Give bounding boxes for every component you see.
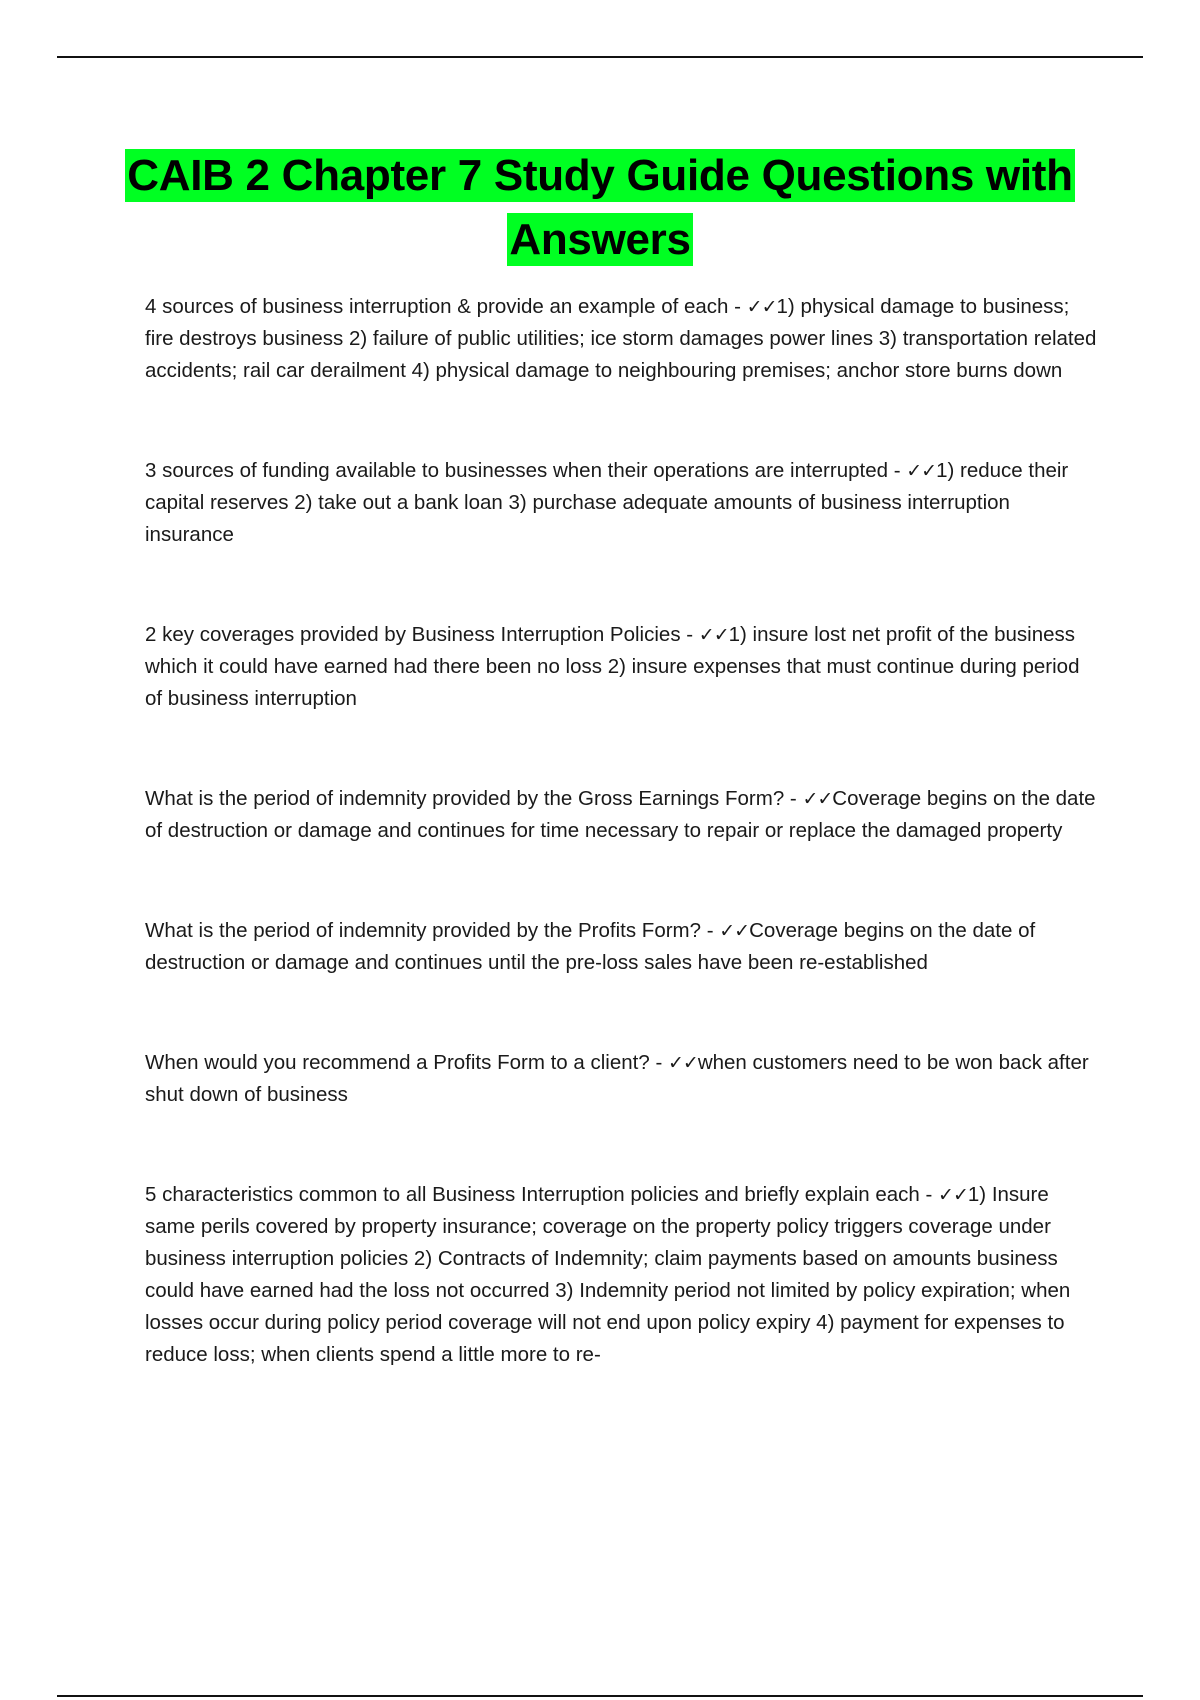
question-text: What is the period of indemnity provided by the Gross Earnings Form? [145,787,785,810]
qa-item [145,619,1097,715]
check-marks-icon: ✓✓ [938,1184,968,1206]
footer-rule [57,1695,1143,1697]
separator: - [888,459,907,482]
qa-item [145,291,1097,387]
question-text: What is the period of indemnity provided by the Profits Form? [145,919,702,942]
title-block [100,144,1100,272]
qa-item [145,455,1097,551]
separator: - [649,1051,668,1074]
question-text: 3 sources of funding available to businesses when their operations are interrupted [145,459,889,482]
question-text: When would you recommend a Profits Form to a client? [145,1051,650,1074]
qa-item [145,1179,1097,1371]
answer-text: Coverage begins on the date of destruction or damage and continues for time necessary to repair or replace the damaged property [145,787,1096,842]
page-title: CAIB 2 Chapter 7 Study Guide Questions with Answers [127,151,1073,264]
check-marks-icon: ✓✓ [667,1052,698,1074]
check-marks-icon: ✓✓ [906,460,937,482]
question-text: 2 key coverages provided by Business Interruption Policies [145,623,681,646]
qa-item [145,915,1097,979]
header-rule [57,56,1143,58]
qa-list [145,291,1097,1371]
answer-text: when customers need to be won back after shut down of business [145,1051,1089,1106]
check-marks-icon: ✓✓ [802,788,833,810]
answer-text: 1) physical damage to business; fire destroys business 2) failure of public utilities; ice storm damages power lines 3) transportation related accidents; rail car derailment 4) physical damage to neighbouring premises; anchor store burns down [145,295,1097,382]
question-text: 5 characteristics common to all Business Interruption policies and briefly explain each [145,1183,920,1206]
check-marks-icon: ✓✓ [698,624,729,646]
qa-item [145,783,1097,847]
qa-item [145,1047,1097,1111]
answer-text: 1) insure lost net profit of the business which it could have earned had there been no loss 2) insure expenses that must continue during period of business interruption [145,623,1080,710]
separator: - [728,295,747,318]
answer-text: 1) reduce their capital reserves 2) take out a bank loan 3) purchase adequate amounts of business interruption insurance [145,459,1069,546]
separator: - [919,1183,939,1206]
check-marks-icon: ✓✓ [746,296,777,318]
answer-text: 1) Insure same perils covered by property insurance; coverage on the property policy triggers coverage under business interruption policies 2) Contracts of Indemnity; claim payments based on amounts business could have earned had the loss not occurred 3) Indemnity period not limited by policy expiration; when losses occur during policy period coverage will not end upon policy expiry 4) payment for expenses to reduce loss; when clients spend a little more to re- [145,1183,1071,1366]
check-marks-icon: ✓✓ [719,920,750,942]
separator: - [784,787,803,810]
separator: - [680,623,699,646]
question-text: 4 sources of business interruption & provide an example of each [145,295,729,318]
answer-text: Coverage begins on the date of destruction or damage and continues until the pre-loss sales have been re-established [145,919,1036,974]
separator: - [701,919,720,942]
